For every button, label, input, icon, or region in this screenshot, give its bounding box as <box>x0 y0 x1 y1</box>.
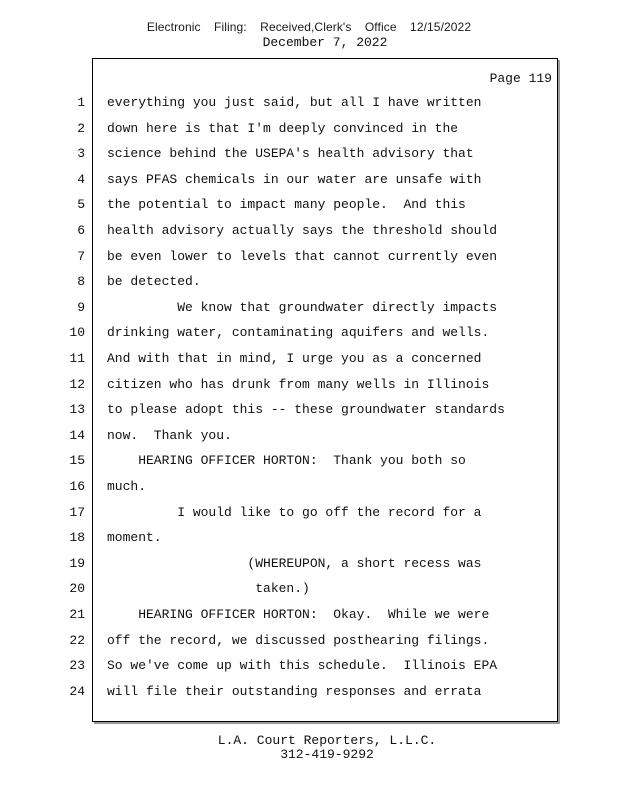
transcript-line: be even lower to levels that cannot currently even <box>107 249 498 264</box>
filing-stamp <box>0 20 618 34</box>
transcript-line: HEARING OFFICER HORTON: Okay. While we were <box>107 607 490 622</box>
transcript-line: drinking water, contaminating aquifers and wells. <box>107 325 490 340</box>
line-number: 4 <box>77 172 85 187</box>
line-number: 22 <box>69 633 85 648</box>
transcript-line: I would like to go off the record for a <box>107 505 482 520</box>
transcript-line: We know that groundwater directly impacts <box>107 300 498 315</box>
transcript-line: (WHEREUPON, a short recess was <box>107 556 482 571</box>
transcript-line: down here is that I'm deeply convinced in the <box>107 121 459 136</box>
transcript-line: the potential to impact many people. And this <box>107 197 466 212</box>
line-number: 16 <box>69 479 85 494</box>
transcript-line: everything you just said, but all I have written <box>107 95 482 110</box>
line-number: 15 <box>69 453 85 468</box>
stamp-date: 12/15/2022 <box>410 20 472 34</box>
transcript-line: off the record, we discussed posthearing filings. <box>107 633 490 648</box>
transcript-line: taken.) <box>107 581 310 596</box>
transcript-line: HEARING OFFICER HORTON: Thank you both so <box>107 453 466 468</box>
line-number: 21 <box>69 607 85 622</box>
stamp-office: Office <box>364 20 397 34</box>
transcript-line: be detected. <box>107 274 201 289</box>
transcript-line: will file their outstanding responses and errata <box>107 684 482 699</box>
transcript-line: citizen who has drunk from many wells in Illinois <box>107 377 490 392</box>
line-number: 10 <box>69 325 85 340</box>
line-number: 17 <box>69 505 85 520</box>
transcript-line: health advisory actually says the threshold should <box>107 223 498 238</box>
line-number: 1 <box>77 95 85 110</box>
hearing-date: December 7, 2022 <box>262 35 388 50</box>
transcript-line: So we've come up with this schedule. Illinois EPA <box>107 658 498 673</box>
line-number: 8 <box>77 274 85 289</box>
footer-phone: 312-419-9292 <box>280 747 374 762</box>
line-number: 3 <box>77 146 85 161</box>
line-number: 23 <box>69 658 85 673</box>
line-number: 20 <box>69 581 85 596</box>
line-number: 19 <box>69 556 85 571</box>
stamp-filing: Filing: <box>214 20 247 34</box>
transcript-line: And with that in mind, I urge you as a concerned <box>107 351 482 366</box>
line-number: 9 <box>77 300 85 315</box>
transcript-line: says PFAS chemicals in our water are unsafe with <box>107 172 482 187</box>
transcript-line: much. <box>107 479 147 494</box>
line-number: 7 <box>77 249 85 264</box>
transcript-line: to please adopt this -- these groundwater standards <box>107 402 505 417</box>
line-number: 5 <box>77 197 85 212</box>
transcript-line: science behind the USEPA's health advisory that <box>107 146 474 161</box>
line-number: 11 <box>69 351 85 366</box>
line-number: 12 <box>69 377 85 392</box>
footer-company: L.A. Court Reporters, L.L.C. <box>217 733 437 748</box>
stamp-electronic: Electronic <box>146 20 201 34</box>
line-number: 13 <box>69 402 85 417</box>
transcript-line: moment. <box>107 530 162 545</box>
page-number: Page 119 <box>489 71 552 86</box>
transcript-line: now. Thank you. <box>107 428 232 443</box>
line-number: 18 <box>69 530 85 545</box>
line-number: 6 <box>77 223 85 238</box>
line-number: 2 <box>77 121 85 136</box>
line-number: 24 <box>69 684 85 699</box>
line-number: 14 <box>69 428 85 443</box>
stamp-received: Received,Clerk's <box>260 20 352 34</box>
